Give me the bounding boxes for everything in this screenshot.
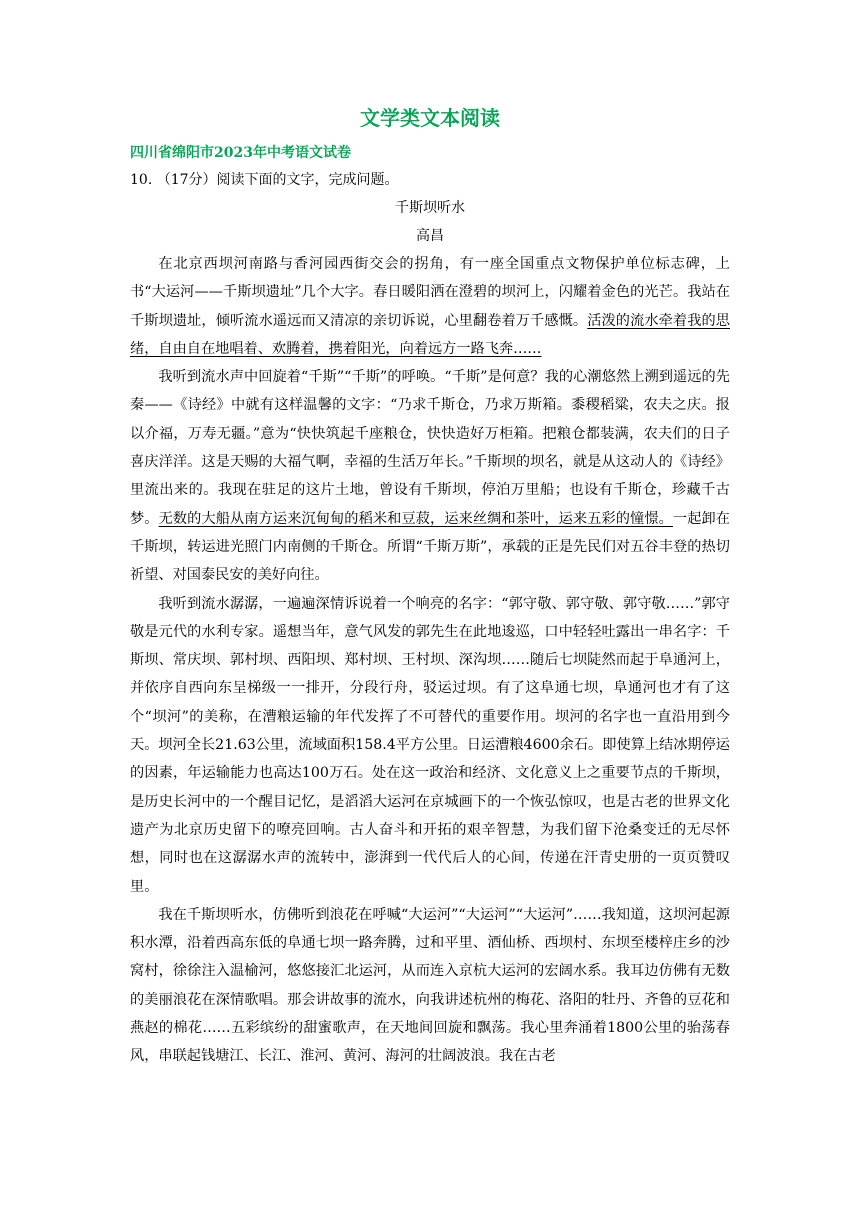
section-heading: 文学类文本阅读 xyxy=(360,106,500,130)
article-author: 高昌 xyxy=(416,228,444,244)
underlined-sentence-1: 活泼的流水牵着我的思绪，自由自在地唱着、欢腾着，携着阳光，向着远方一路飞奔…… xyxy=(130,312,730,357)
article-title: 千斯坝听水 xyxy=(395,200,465,216)
underlined-sentence-2: 无数的大船从南方运来沉甸甸的稻米和豆菽，运来丝绸和茶叶，运来五彩的憧憬。 xyxy=(158,510,673,527)
exam-source: 四川省绵阳市2023年中考语文试卷 xyxy=(130,145,351,161)
question-prompt: 10. （17分）阅读下面的文字，完成问题。 xyxy=(130,172,399,188)
paragraph-4: 我在千斯坝听水，仿佛听到浪花在呼喊“大运河”“大运河”“大运河”……我知道，这坝河起源积水潭，沿着西高东低的阜通七坝一路奔腾，过和平里、酒仙桥、西坝村、东坝至楼梓庄乡的沙窝村，徐徐注入温榆河，悠悠接汇北运河，从而连入京杭大运河的宏阔水系。我耳边仿佛有无数的美丽浪花在深情歌唱。那会讲故事的流水，向我讲述杭州的梅花、洛阳的牡丹、齐鲁的豆花和燕赵的棉花……五彩缤纷的甜蜜歌声，在天地间回旋和飘荡。我心里奔涌着1800公里的骀荡春风，串联起钱塘江、长江、淮河、黄河、海河的壮阔波浪。我在古老 xyxy=(130,906,730,1065)
paragraph-2: 我听到流水声中回旋着“千斯”“千斯”的呼唤。“千斯”是何意？我的心潮悠然上溯到遥远的先秦——《诗经》中就有这样温馨的文字：“乃求千斯仓，乃求万斯箱。黍稷稻粱，农夫之庆。报以介福，万寿无疆。”意为“快快筑起千座粮仓，快快造好万柜箱。把粮仓都装满，农夫们的日子喜庆洋洋。这是天赐的大福气啊，幸福的生活万年长。”千斯坝的坝名，就是从这动人的《诗经》里流出来的。我现在驻足的这片土地，曾设有千斯坝，停泊万里船；也设有千斯仓，珍藏千古梦。无数的大船从南方运来沉甸甸的稻米和豆菽，运来丝绸和茶叶，运来五彩的憧憬。一起卸在千斯坝，转运进光照门内南侧的千斯仓。所谓“千斯万斯”，承载的正是先民们对五谷丰登的热切祈望、对国泰民安的美好向往。 xyxy=(130,369,730,584)
paragraph-3: 我听到流水潺潺，一遍遍深情诉说着一个响亮的名字：“郭守敬、郭守敬、郭守敬……”郭守敬是元代的水利专家。遥想当年，意气风发的郭先生在此地逡巡，口中轻轻吐露出一串名字：千斯坝、常庆坝、郭村坝、西阳坝、郑村坝、王村坝、深沟坝……随后七坝陡然而起于阜通河上，并依序自西向东呈梯级一一排开，分段行舟，驳运过坝。有了这阜通七坝，阜通河也才有了这个“坝河”的美称，在漕粮运输的年代发挥了不可替代的重要作用。坝河的名字也一直沿用到今天。坝河全长21.63公里，流域面积158.4平方公里。日运漕粮4600余石。即使算上结冰期停运的因素，年运输能力也高达100万石。处在这一政治和经济、文化意义上之重要节点的千斯坝，是历史长河中的一个醒目记忆，是滔滔大运河在京城画下的一个恢弘惊叹，也是古老的世界文化遗产为北京历史留下的嘹亮回响。古人奋斗和开拓的艰辛智慧，为我们留下沧桑变迁的无尽怀想，同时也在这潺潺水声的流转中，澎湃到一代代后人的心间，传递在汗青史册的一页页赞叹里。 xyxy=(130,595,730,895)
paragraph-1: 在北京西坝河南路与香河园西街交会的拐角，有一座全国重点文物保护单位标志碑，上书“大运河——千斯坝遗址”几个大字。春日暖阳洒在澄碧的坝河上，闪耀着金色的光芒。我站在千斯坝遗址，倾听流水遥远而又清凉的亲切诉说，心里翻卷着万千感慨。活泼的流水牵着我的思绪，自由自在地唱着、欢腾着，携着阳光，向着远方一路飞奔…… xyxy=(130,256,730,357)
